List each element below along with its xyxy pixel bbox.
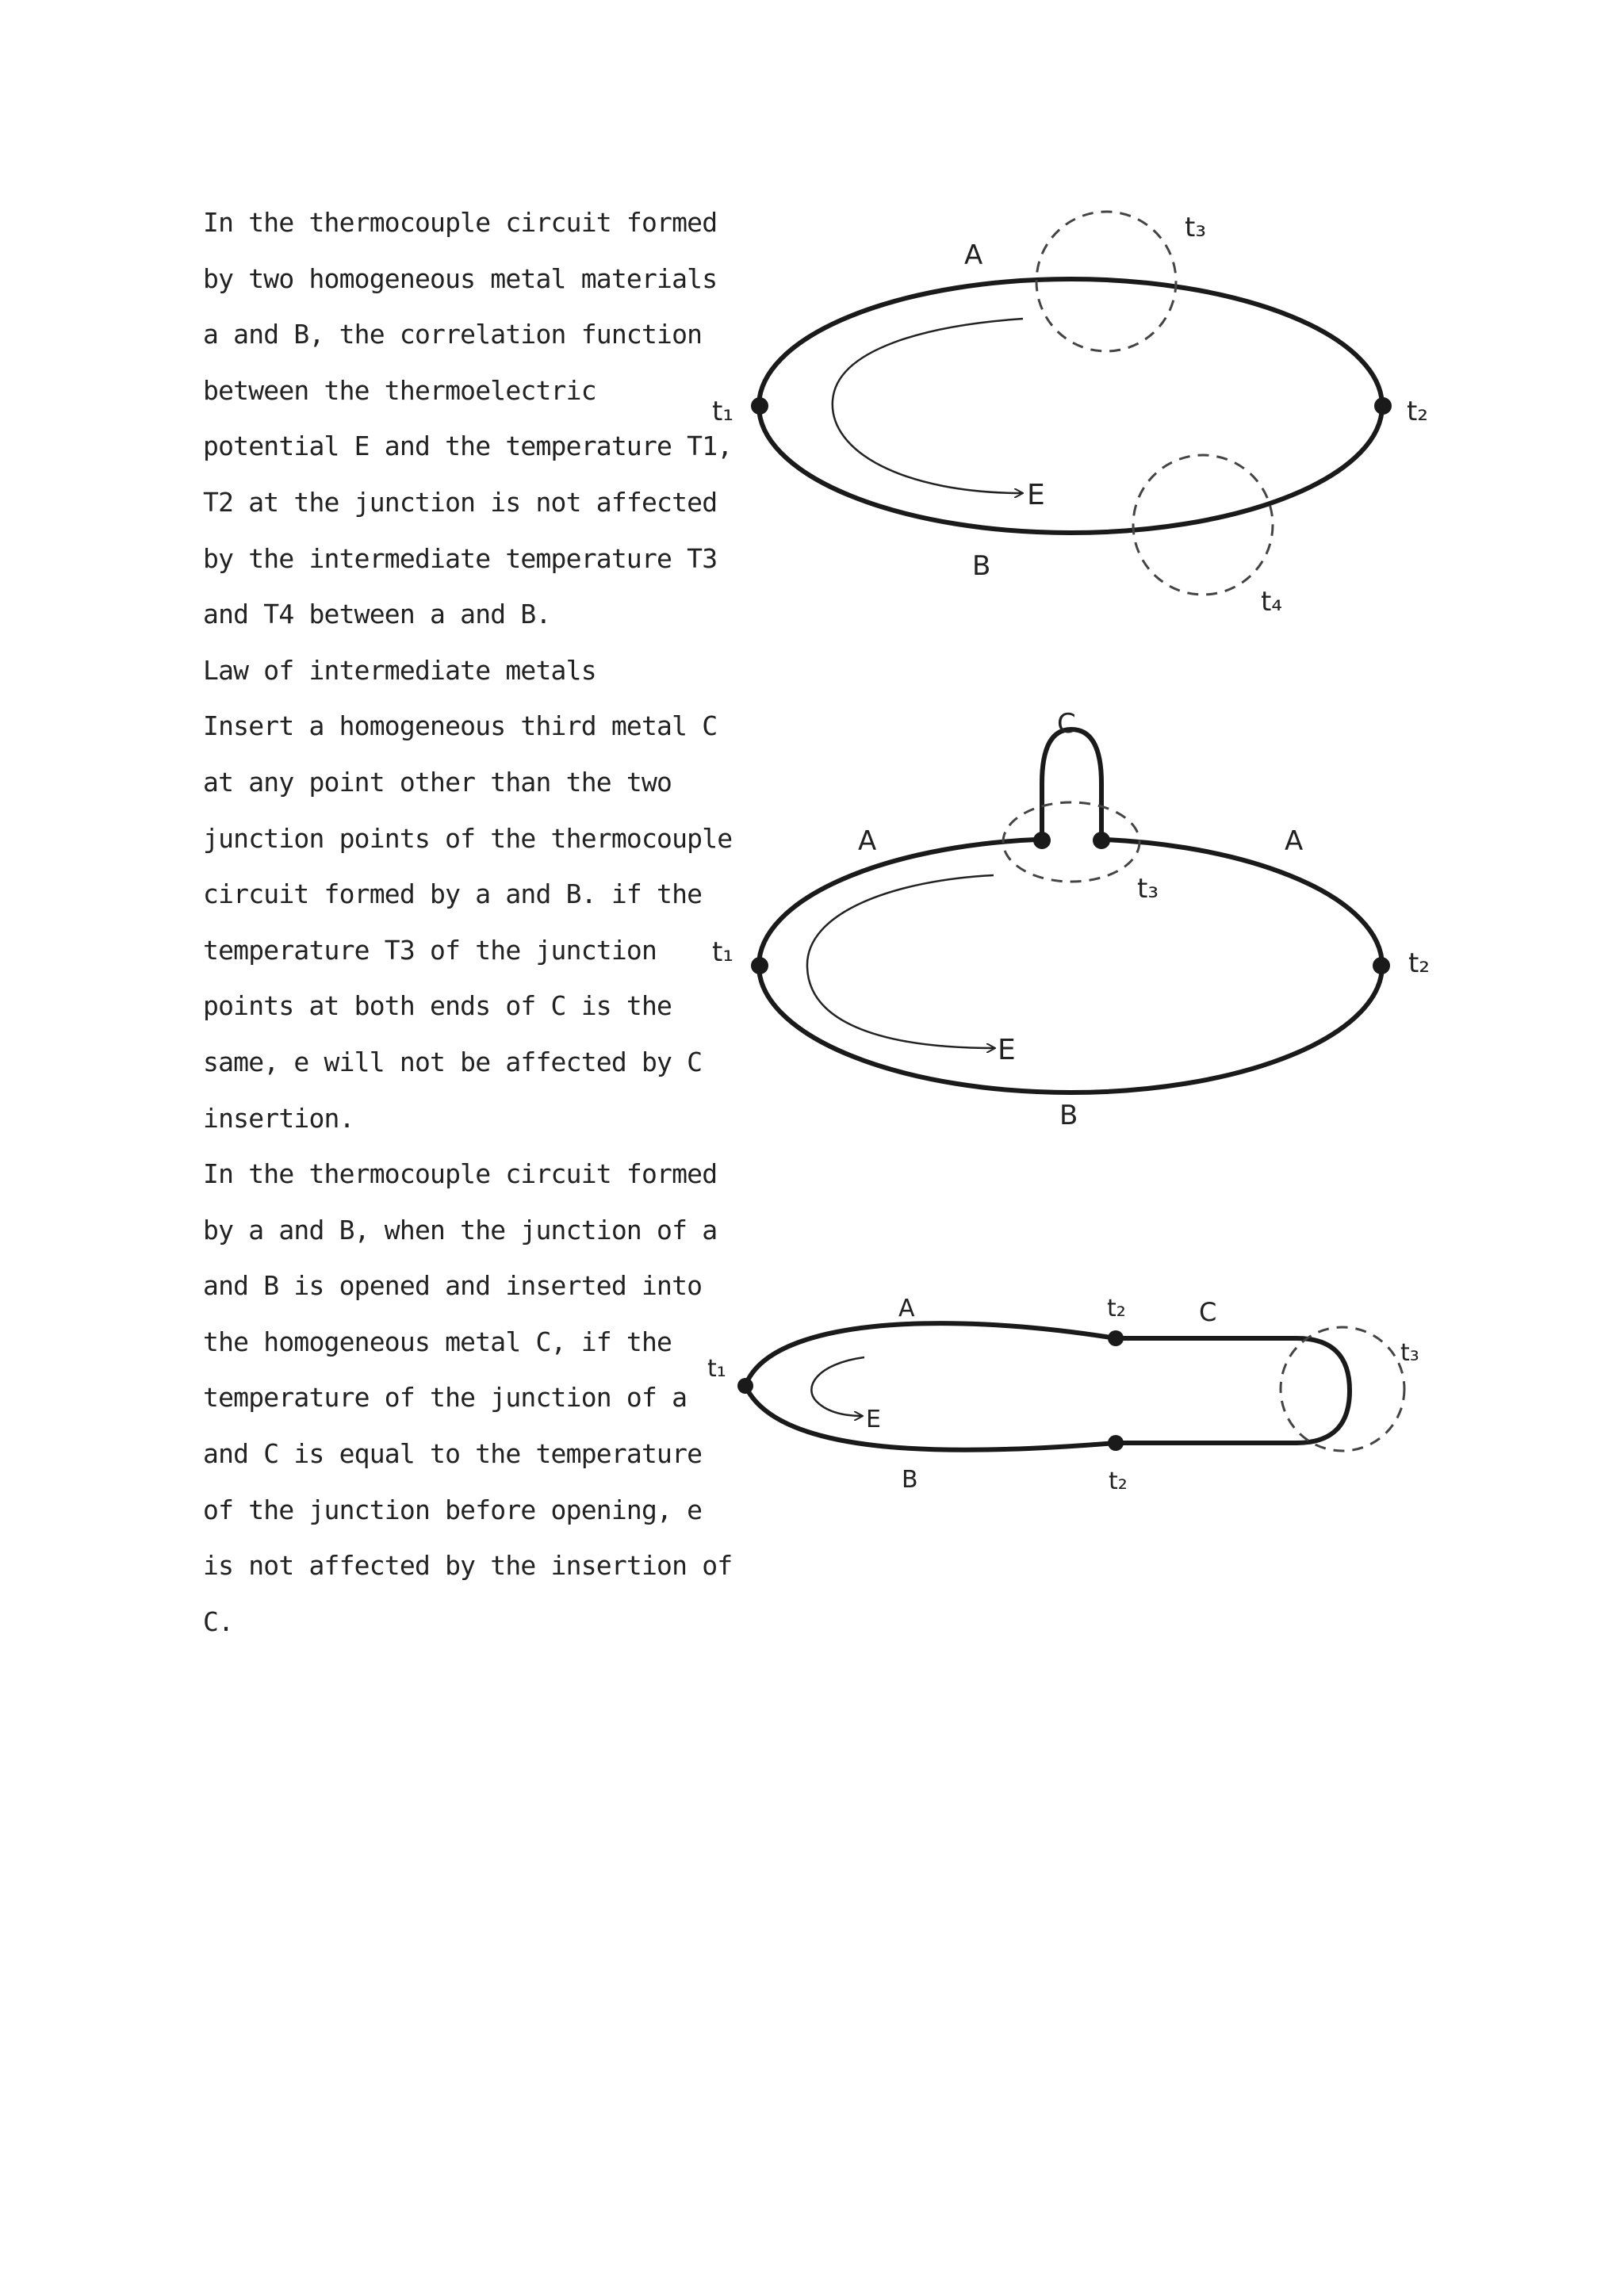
- text-line: by a and B, when the junction of a: [203, 1214, 718, 1246]
- metal-c-wire: [1042, 729, 1101, 840]
- text-line: junction points of the thermocouple: [203, 822, 733, 854]
- label-t4: t₄: [1261, 586, 1282, 618]
- section-heading: Law of intermediate metals: [203, 654, 596, 686]
- metal-c-wire: [1116, 1338, 1350, 1443]
- label-t1: t₁: [712, 396, 733, 427]
- text-line: by the intermediate temperature T3: [203, 542, 718, 574]
- label-emf-e: E: [866, 1406, 881, 1433]
- junction-dot-t2-bottom: [1108, 1435, 1124, 1451]
- text-line: temperature of the junction of a: [203, 1382, 688, 1414]
- label-t2: t₂: [1408, 947, 1430, 979]
- text-line: at any point other than the two: [203, 766, 672, 798]
- text-line: C.: [203, 1605, 234, 1637]
- text-line: of the junction before opening, e: [203, 1494, 703, 1525]
- junction-dot-t2: [1374, 397, 1392, 415]
- junction-dot-c-right: [1093, 832, 1110, 849]
- text-line: by two homogeneous metal materials: [203, 262, 718, 294]
- emf-arrow: [807, 875, 995, 1048]
- text-line: insertion.: [203, 1102, 354, 1134]
- text-line: temperature T3 of the junction: [203, 934, 657, 966]
- figure-opened-junction-insertion: [707, 1295, 1419, 1495]
- label-t3: t₃: [1137, 873, 1159, 905]
- text-line: circuit formed by a and B. if the: [203, 878, 703, 910]
- label-metal-c: C: [1057, 708, 1076, 740]
- label-metal-a: A: [898, 1295, 915, 1322]
- text-line: T2 at the junction is not affected: [203, 486, 718, 518]
- text-line: and B is opened and inserted into: [203, 1270, 703, 1302]
- text-line: potential E and the temperature T1,: [203, 430, 733, 462]
- label-t3: t₃: [1185, 212, 1206, 243]
- dashed-region-t3: [1281, 1327, 1404, 1451]
- junction-dot-t2: [1373, 957, 1390, 974]
- label-metal-a-right: A: [1285, 825, 1304, 857]
- circuit-loop: [759, 839, 1382, 1093]
- label-metal-c: C: [1199, 1297, 1217, 1327]
- figure-law-of-intermediate-metals: [712, 708, 1430, 1131]
- text-line: between the thermoelectric: [203, 374, 596, 406]
- text-line: points at both ends of C is the: [203, 990, 672, 1022]
- text-line: and C is equal to the temperature: [203, 1438, 703, 1470]
- emf-arrow: [833, 319, 1023, 493]
- text-line: the homogeneous metal C, if the: [203, 1326, 672, 1357]
- label-metal-a-left: A: [858, 825, 877, 857]
- text-line: a and B, the correlation function: [203, 319, 703, 350]
- label-t3: t₃: [1400, 1339, 1419, 1367]
- junction-dot-t1: [751, 397, 768, 415]
- metal-a-wire: [745, 1323, 1116, 1386]
- junction-dot-t1: [751, 957, 768, 974]
- label-emf-e: E: [1027, 479, 1045, 511]
- text-line: is not affected by the insertion of: [203, 1550, 733, 1582]
- text-line: In the thermocouple circuit formed: [203, 207, 718, 238]
- label-t2-top: t₂: [1107, 1295, 1126, 1322]
- label-metal-a: A: [964, 239, 983, 271]
- emf-arrow: [811, 1357, 864, 1416]
- label-t1: t₁: [707, 1355, 726, 1383]
- text-line: same, e will not be affected by C: [203, 1046, 703, 1077]
- text-line: and T4 between a and B.: [203, 599, 551, 630]
- label-metal-b: B: [902, 1466, 918, 1494]
- junction-dot-t1: [737, 1378, 753, 1394]
- label-t2-bottom: t₂: [1109, 1468, 1128, 1495]
- junction-dot-t2-top: [1108, 1330, 1124, 1346]
- text-line: In the thermocouple circuit formed: [203, 1158, 718, 1190]
- figure-law-of-homogeneous-conductor: [712, 212, 1428, 618]
- metal-b-wire: [745, 1386, 1116, 1450]
- text-line: Insert a homogeneous third metal C: [203, 710, 718, 742]
- circuit-loop: [759, 279, 1382, 533]
- label-t1: t₁: [712, 936, 733, 968]
- dashed-region-t4: [1133, 455, 1273, 595]
- label-metal-b: B: [1059, 1100, 1078, 1131]
- label-emf-e: E: [998, 1034, 1016, 1066]
- label-metal-b: B: [972, 550, 991, 582]
- label-t2: t₂: [1407, 396, 1428, 427]
- junction-dot-c-left: [1033, 832, 1051, 849]
